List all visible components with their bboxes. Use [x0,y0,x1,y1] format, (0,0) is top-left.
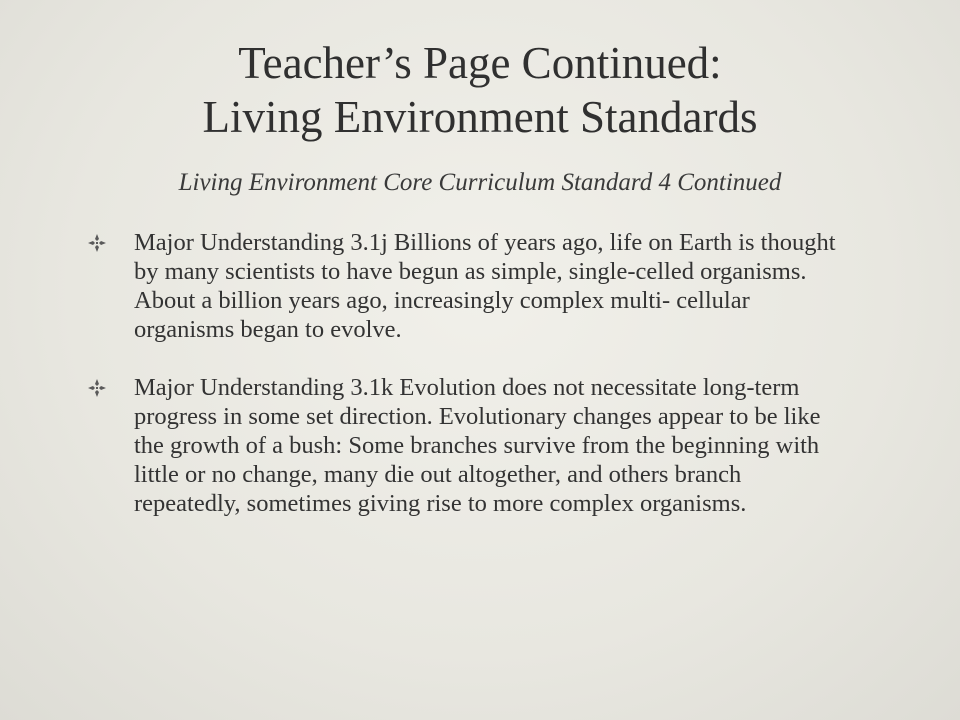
bullet-list [88,228,848,518]
bullet-text: Major Understanding 3.1k Evolution does not necessitate long-term progress in some set direction. Evolutionary changes appear to be like the growth of a bush: Some branches survive from the beginning with little or no change, many die out altogether, and others branch repeatedly, sometimes giving rise to more complex organisms. [134,374,821,517]
four-petal-diamond-icon [88,234,106,252]
slide-title-line-2: Living Environment Standards [202,92,758,142]
bullet-item [88,228,848,344]
four-petal-diamond-icon [88,379,106,397]
slide-subtitle: Living Environment Core Curriculum Standard 4 Continued [178,169,782,196]
bullet-item [88,373,848,518]
bullet-text: Major Understanding 3.1j Billions of years ago, life on Earth is thought by many scientists to have begun as simple, single-celled organisms. About a billion years ago, increasingly complex multi- cellular organisms began to evolve. [134,229,836,343]
slide-title-line-1: Teacher’s Page Continued: [238,38,722,88]
slide-title [60,36,900,144]
